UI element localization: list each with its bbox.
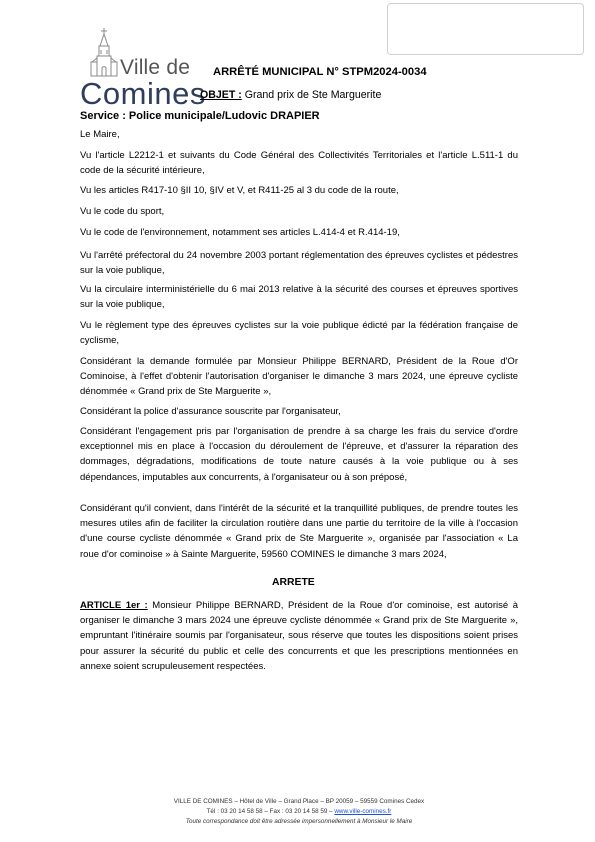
paragraph-vu-reglement: Vu le règlement type des épreuves cyclistes sur la voie publique édicté par la fédération française de cyclisme, <box>80 320 518 347</box>
logo-ville-de: Ville de <box>120 56 191 79</box>
paragraph-considerant-assurance: Considérant la police d'assurance souscrite par l'organisateur, <box>80 406 341 417</box>
paragraph-considerant-securite: Considérant qu'il convient, dans l'intérêt de la sécurité et la tranquillité publiques, de prendre toutes les mesures utiles afin de faciliter la circulation routière dans une partie du territoire de la ville à l'occasion d'une course cycliste dénommée « Grand prix de Ste Marguerite », organisée par l'association « La roue d'or cominoise » à Sainte Marguerite, 59560 COMINES le dimanche 3 mars 2024, <box>80 503 518 560</box>
paragraph-le-maire: Le Maire, <box>80 129 120 140</box>
objet-label: OBJET : <box>200 89 242 101</box>
website-link[interactable]: www.ville-comines.fr <box>334 808 392 815</box>
paragraph-vu-cgct: Vu l'article L2212-1 et suivants du Code Général des Collectivités Territoriales et l'article L.511-1 du code de la sécurité intérieure, <box>80 150 518 177</box>
article-1 <box>80 598 518 674</box>
logo-comines: Comines <box>80 76 206 111</box>
paragraph-considerant-demande: Considérant la demande formulée par Monsieur Philippe BERNARD, Président de la Roue d'Or Cominoise, à l'effet d'obtenir l'autorisation d'organiser le dimanche 3 mars 2024, une épreuve cycliste dénommée « Grand prix de Ste Marguerite », <box>80 356 518 398</box>
document-title: ARRÊTÉ MUNICIPAL N° STPM2024-0034 <box>213 66 427 78</box>
paragraph-vu-arrete-prefectoral: Vu l'arrêté préfectoral du 24 novembre 2003 portant réglementation des épreuves cyclistes et pédestres sur la voie publique, <box>80 250 518 277</box>
arrete-heading: ARRETE <box>272 577 315 588</box>
church-icon <box>88 28 120 78</box>
footer-phone-fax: Tél : 03 20 14 58 58 – Fax : 03 20 14 58 59 – <box>206 808 335 815</box>
stamp-box <box>387 3 584 55</box>
footer-contact <box>80 807 518 817</box>
footer-address: VILLE DE COMINES – Hôtel de Ville – Grand Place – BP 20059 – 59559 Comines Cedex <box>173 798 425 805</box>
paragraph-considerant-engagement: Considérant l'engagement pris par l'organisation de prendre à sa charge les frais du service d'ordre exceptionnel mis en place à l'occasion du déroulement de l'épreuve, et d'assurer la réparation des dommages, dégradations, modifications de toute nature causés à la voie publique ou à ses dépendances, imputables aux concurrents, à l'organisateur ou à son préposé, <box>80 426 518 483</box>
city-logo <box>80 22 206 111</box>
objet-line <box>200 89 381 101</box>
paragraph-vu-code-environnement: Vu le code de l'environnement, notamment ses articles L.414-4 et R.414-19, <box>80 227 400 238</box>
footer-correspondence-note: Toute correspondance doit être adressée impersonnellement à Monsieur le Maire <box>185 818 413 825</box>
paragraph-vu-code-route: Vu les articles R417-10 §II 10, §IV et V, et R411-25 al 3 du code de la route, <box>80 185 399 196</box>
paragraph-vu-circulaire: Vu la circulaire interministérielle du 6 mai 2013 relative à la sécurité des courses et épreuves sportives sur la voie publique, <box>80 284 518 311</box>
article-1-text: Monsieur Philippe BERNARD, Président de la Roue d'or cominoise, est autorisé à organiser le dimanche 3 mars 2024 une épreuve cycliste dénommée « Grand prix de Ste Marguerite », empruntant l'itinéraire soumis par l'organisateur, sous réserve que toutes les dispositions soient prises pour assurer la sécurité du public et celle des concurrents et que les prescriptions mentionnées en annexe soient scrupuleusement respectées. <box>80 600 518 672</box>
paragraph-vu-code-sport: Vu le code du sport, <box>80 206 165 217</box>
article-1-label: ARTICLE 1er : <box>80 600 148 611</box>
objet-text: Grand prix de Ste Marguerite <box>241 89 382 101</box>
service-line: Service : Police municipale/Ludovic DRAPIER <box>80 110 320 122</box>
